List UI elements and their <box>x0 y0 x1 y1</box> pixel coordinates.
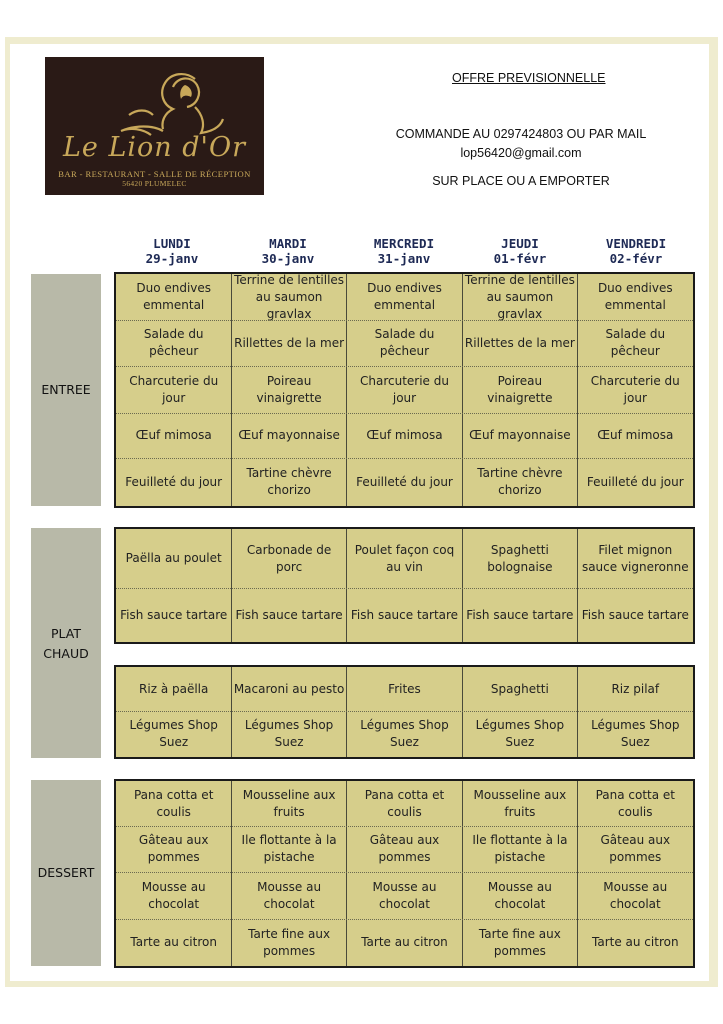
menu-cell: Légumes Shop Suez <box>591 718 680 749</box>
restaurant-logo <box>45 57 264 195</box>
menu-cell: Spaghetti bolognaise <box>487 542 553 574</box>
menu-cell: Légumes Shop Suez <box>129 718 218 749</box>
menu-cell: Filet mignon sauce vigneronne <box>581 542 689 574</box>
menu-cell: Ile flottante à la pistache <box>472 833 568 864</box>
menu-cell: Gâteau aux pommes <box>600 833 671 864</box>
menu-cell: Mousse au chocolat <box>603 879 668 911</box>
day-name: MARDI <box>269 236 307 251</box>
day-name: LUNDI <box>153 236 191 251</box>
dessert-table <box>114 779 695 968</box>
menu-cell: Fish sauce tartare <box>350 607 459 622</box>
menu-cell: Mousse au chocolat <box>487 879 552 911</box>
menu-cell: Feuilleté du jour <box>125 474 223 489</box>
day-date: 29-janv <box>145 251 199 266</box>
day-date: 02-févr <box>609 251 663 266</box>
menu-cell: Tarte au citron <box>130 935 217 949</box>
menu-cell: Salade du pêcheur <box>374 327 435 358</box>
menu-cell: Tartine chèvre chorizo <box>477 466 563 497</box>
menu-cell: Salade du pêcheur <box>143 327 204 358</box>
order-phone-line: COMMANDE AU 0297424803 OU PAR MAIL <box>395 127 647 141</box>
menu-cell: Charcuterie du jour <box>590 373 680 405</box>
menu-cell: Légumes Shop Suez <box>475 718 565 749</box>
menu-cell: Tartine chèvre chorizo <box>246 466 332 497</box>
menu-cell: Terrine de lentilles au saumon gravlax <box>234 272 345 321</box>
menu-cell: Pana cotta et coulis <box>133 787 214 819</box>
menu-cell: Poulet façon coq au vin <box>354 542 455 574</box>
menu-cell: Fish sauce tartare <box>120 607 228 622</box>
menu-cell: Frites <box>388 681 421 696</box>
menu-cell: Fish sauce tartare <box>581 607 689 622</box>
entree-label: ENTREE <box>41 382 91 397</box>
plat-main-table <box>114 527 695 644</box>
menu-cell: Mousse au chocolat <box>141 879 206 911</box>
menu-cell: Charcuterie du jour <box>359 373 449 405</box>
menu-cell: Mousseline aux fruits <box>473 787 567 819</box>
logo-title: Le Lion d'Or <box>62 132 247 163</box>
menu-cell: Feuilleté du jour <box>356 474 453 489</box>
plat-sidebar <box>31 528 101 758</box>
menu-cell: Duo endives emmental <box>367 281 442 312</box>
day-header <box>114 236 230 266</box>
menu-cell: Œuf mimosa <box>366 428 443 442</box>
logo-tagline: BAR - RESTAURANT - SALLE DE RÉCEPTION <box>58 169 251 179</box>
menu-cell: Duo endives emmental <box>136 281 212 312</box>
dessert-label: DESSERT <box>37 865 95 880</box>
menu-cell: Poireau vinaigrette <box>487 373 553 405</box>
menu-cell: Gâteau aux pommes <box>369 833 440 864</box>
order-info <box>380 125 662 163</box>
menu-cell: Œuf mimosa <box>135 428 212 442</box>
menu-cell: Macaroni au pesto <box>233 681 345 696</box>
menu-cell: Carbonade de porc <box>246 542 332 574</box>
order-email: lop56420@gmail.com <box>460 146 582 160</box>
day-header <box>578 236 694 266</box>
menu-cell: Tarte au citron <box>592 935 679 949</box>
day-name: VENDREDI <box>605 236 667 251</box>
day-date: 30-janv <box>261 251 315 266</box>
menu-cell: Charcuterie du jour <box>129 373 219 405</box>
day-date: 01-févr <box>493 251 547 266</box>
menu-cell: Riz pilaf <box>611 681 660 696</box>
menu-cell: Fish sauce tartare <box>235 607 343 622</box>
day-name: MERCREDI <box>373 236 435 251</box>
day-name: JEUDI <box>501 236 539 251</box>
menu-cell: Légumes Shop Suez <box>244 718 334 749</box>
menu-cell: Légumes Shop Suez <box>360 718 449 749</box>
menu-cell: Œuf mayonnaise <box>469 428 571 442</box>
day-date: 31-janv <box>377 251 431 266</box>
menu-cell: Mousse au chocolat <box>372 879 437 911</box>
menu-cell: Tarte fine aux pommes <box>478 926 561 958</box>
menu-cell: Duo endives emmental <box>597 281 673 312</box>
menu-cell: Œuf mimosa <box>597 428 674 442</box>
menu-cell: Gâteau aux pommes <box>138 833 209 864</box>
menu-cell: Paëlla au poulet <box>125 551 222 565</box>
menu-cell: Feuilleté du jour <box>586 474 684 489</box>
day-header <box>230 236 346 266</box>
menu-cell: Pana cotta et coulis <box>595 787 675 819</box>
offer-title: OFFRE PREVISIONNELLE <box>452 71 606 85</box>
menu-cell: Poireau vinaigrette <box>256 373 322 405</box>
menu-cell: Tarte fine aux pommes <box>248 926 331 958</box>
menu-cell: Spaghetti <box>490 681 549 696</box>
menu-cell: Fish sauce tartare <box>466 607 574 622</box>
entree-sidebar <box>31 274 101 506</box>
menu-cell: Rillettes de la mer <box>464 335 575 350</box>
plat-label-line1: PLAT <box>50 626 81 641</box>
day-header <box>462 236 578 266</box>
dessert-sidebar <box>31 780 101 966</box>
menu-cell: Riz à paëlla <box>139 681 209 696</box>
menu-cell: Ile flottante à la pistache <box>241 833 337 864</box>
plat-side-table <box>114 665 695 759</box>
logo-location: 56420 PLUMELEC <box>122 179 187 188</box>
menu-cell: Œuf mayonnaise <box>238 428 340 442</box>
entree-table <box>114 272 695 508</box>
menu-cell: Mousseline aux fruits <box>242 787 336 819</box>
menu-cell: Rillettes de la mer <box>234 335 345 350</box>
takeaway-info: SUR PLACE OU A EMPORTER <box>432 174 610 188</box>
menu-cell: Pana cotta et coulis <box>364 787 445 819</box>
menu-cell: Mousse au chocolat <box>257 879 322 911</box>
day-header <box>346 236 462 266</box>
menu-cell: Tarte au citron <box>361 935 448 949</box>
plat-label-line2: CHAUD <box>43 646 89 661</box>
menu-cell: Salade du pêcheur <box>605 327 666 358</box>
menu-cell: Terrine de lentilles au saumon gravlax <box>464 272 575 321</box>
